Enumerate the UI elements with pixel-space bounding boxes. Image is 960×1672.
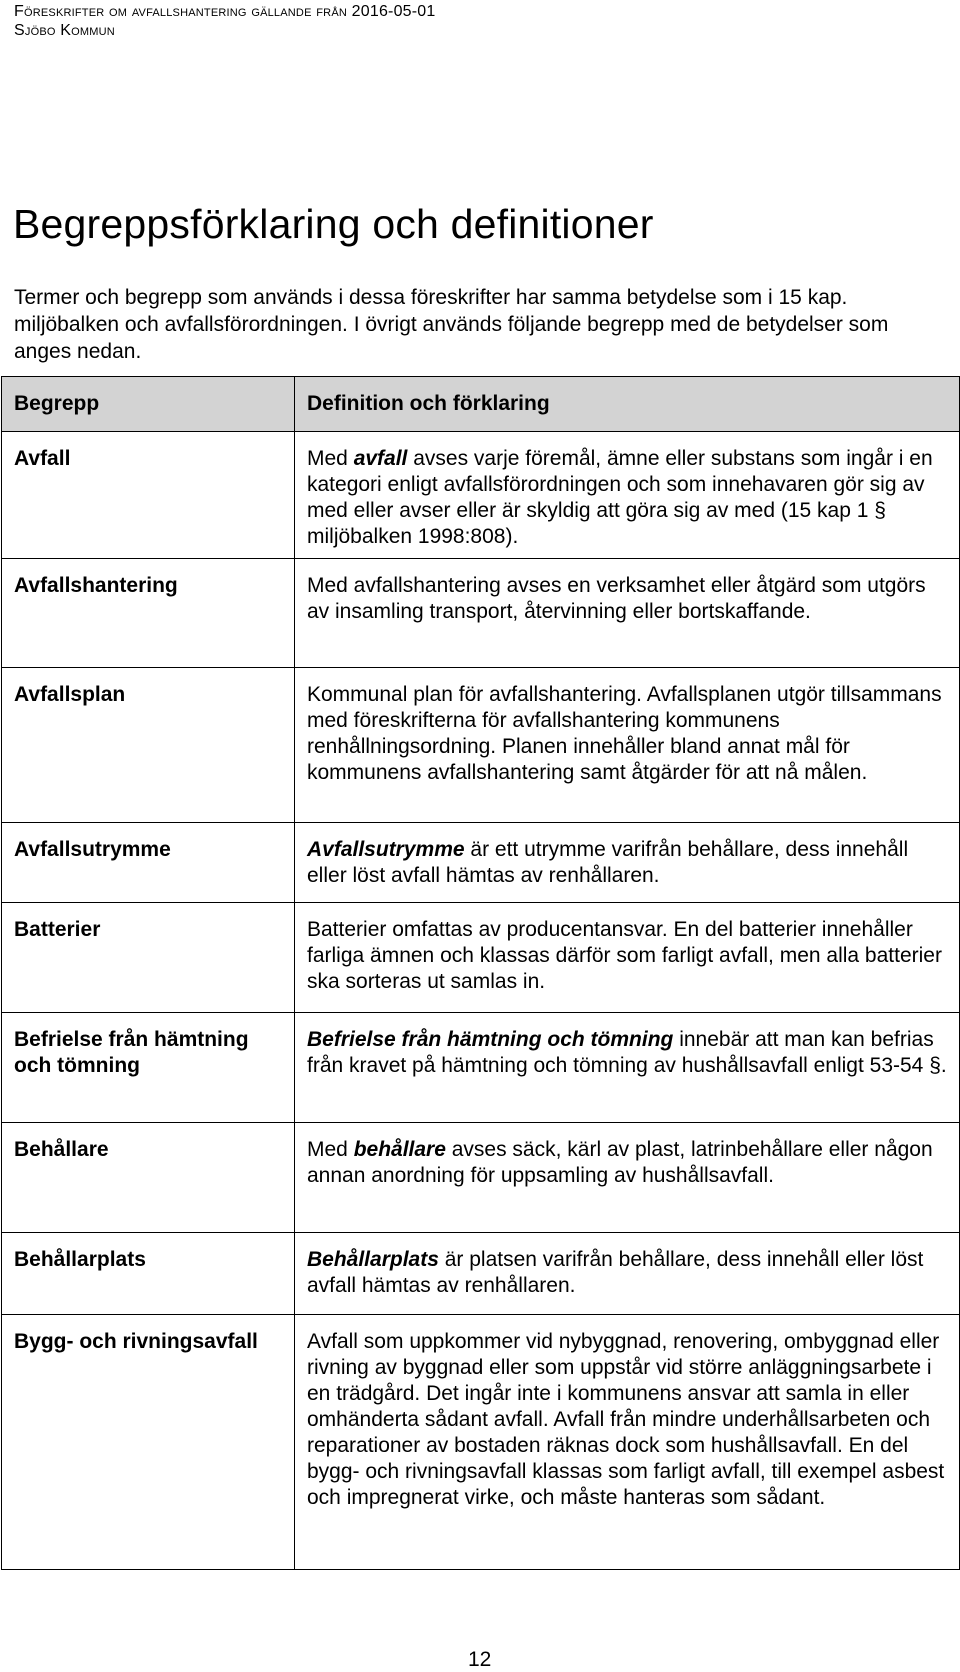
definition-cell (295, 1233, 960, 1315)
header-municipality: Sjöbo Kommun (14, 22, 115, 39)
column-header-definition: Definition och förklaring (295, 377, 960, 432)
definition-cell (295, 432, 960, 559)
table-row (2, 1233, 960, 1315)
definition-text: Avfall som uppkommer vid nybyggnad, renovering, ombyggnad eller rivning av byggnad eller som uppstår vid större anläggningsarbete i en trädgård. Det ingår inte i kommunens ansvar att samla in eller omhänderta sådant avfall. Avfall från mindre underhållsarbeten och reparationer av bostaden räknas dock som hushållsavfall. En del bygg- och rivningsavfall klassas som farligt avfall, till exempel asbest och impregnerat virke, och måste hanteras som sådant. (307, 1330, 945, 1509)
defined-term: Behållarplats (307, 1248, 439, 1271)
definition-text: Kommunal plan för avfallshantering. Avfallsplanen utgör tillsammans med föreskrifterna för avfallshantering kommunens renhållningsordning. Planen innehåller bland annat mål för kommunens avfallshantering samt åtgärder för att nå målen. (307, 683, 942, 784)
defined-term: behållare (353, 1138, 446, 1161)
definition-text: är ett utrymme varifrån behållare, dess innehåll eller löst avfall hämtas av renhållaren. (307, 838, 909, 887)
definition-cell (295, 668, 960, 823)
term: Avfall (14, 447, 71, 470)
definition-text: Med avfallshantering avses en verksamhet eller åtgärd som utgörs av insamling transport, återvinning eller bortskaffande. (307, 574, 926, 623)
table-row (2, 668, 960, 823)
definition-text: Batterier omfattas av producentansvar. En del batterier innehåller farliga ämnen och klassas därför som farligt avfall, men alla batterier ska sorteras ut samlas in. (307, 918, 942, 993)
term-cell (2, 1123, 295, 1233)
table-row (2, 1013, 960, 1123)
term-cell (2, 903, 295, 1013)
header-title-text: Föreskrifter om avfallshantering gällande från (14, 3, 347, 20)
page-number: 12 (468, 1648, 492, 1671)
term-cell (2, 1233, 295, 1315)
definition-text: Med (307, 447, 354, 470)
table-row (2, 432, 960, 559)
table-row (2, 1123, 960, 1233)
definition-cell (295, 559, 960, 668)
term: Avfallsplan (14, 683, 126, 706)
defined-term: Avfallsutrymme (307, 838, 465, 861)
definition-cell (295, 1013, 960, 1123)
definition-text: är platsen varifrån behållare, dess innehåll eller löst avfall hämtas av renhållaren. (307, 1248, 924, 1297)
definition-text: Med (307, 1138, 354, 1161)
term-cell (2, 1013, 295, 1123)
term: Bygg- och rivningsavfall (14, 1330, 258, 1353)
term-cell (2, 432, 295, 559)
definition-text: avses varje föremål, ämne eller substans som ingår i en kategori enligt avfallsförordningen och som innehavaren gör sig av med eller avser eller är skyldig att göra sig av med (15 kap 1 § miljöbalken 1998:808). (307, 447, 933, 548)
defined-term: Befrielse från hämtning och tömning (307, 1028, 674, 1051)
table-header-row (2, 377, 960, 432)
page-header (14, 2, 436, 40)
term: Behållare (14, 1138, 109, 1161)
term-cell (2, 1315, 295, 1570)
table-row (2, 1315, 960, 1570)
defined-term: avfall (353, 447, 408, 470)
definition-cell (295, 903, 960, 1013)
column-header-term: Begrepp (2, 377, 295, 432)
term-cell (2, 823, 295, 903)
definitions-table (1, 376, 960, 1570)
definition-cell (295, 823, 960, 903)
term: Behållarplats (14, 1248, 146, 1271)
definition-text: innebär att man kan befrias från kravet på hämtning och tömning av hushållsavfall enligt 53-54 §. (307, 1028, 947, 1077)
page-title: Begreppsförklaring och definitioner (13, 201, 654, 247)
header-date: 2016-05-01 (351, 3, 436, 20)
term: Avfallshantering (14, 574, 178, 597)
term-cell (2, 559, 295, 668)
definition-text: avses säck, kärl av plast, latrinbehållare eller någon annan anordning för uppsamling av hushållsavfall. (307, 1138, 933, 1187)
term-cell (2, 668, 295, 823)
term: Avfallsutrymme (14, 838, 171, 861)
intro-paragraph: Termer och begrepp som används i dessa föreskrifter har samma betydelse som i 15 kap. miljöbalken och avfallsförordningen. I övrigt används följande begrepp med de betydelser som anges nedan. (14, 286, 889, 363)
header-title (14, 2, 436, 21)
table-row (2, 903, 960, 1013)
table-row (2, 823, 960, 903)
table-row (2, 559, 960, 668)
definition-cell (295, 1315, 960, 1570)
term: Befrielse från hämtning och tömning (14, 1028, 249, 1077)
definition-cell (295, 1123, 960, 1233)
term: Batterier (14, 918, 101, 941)
